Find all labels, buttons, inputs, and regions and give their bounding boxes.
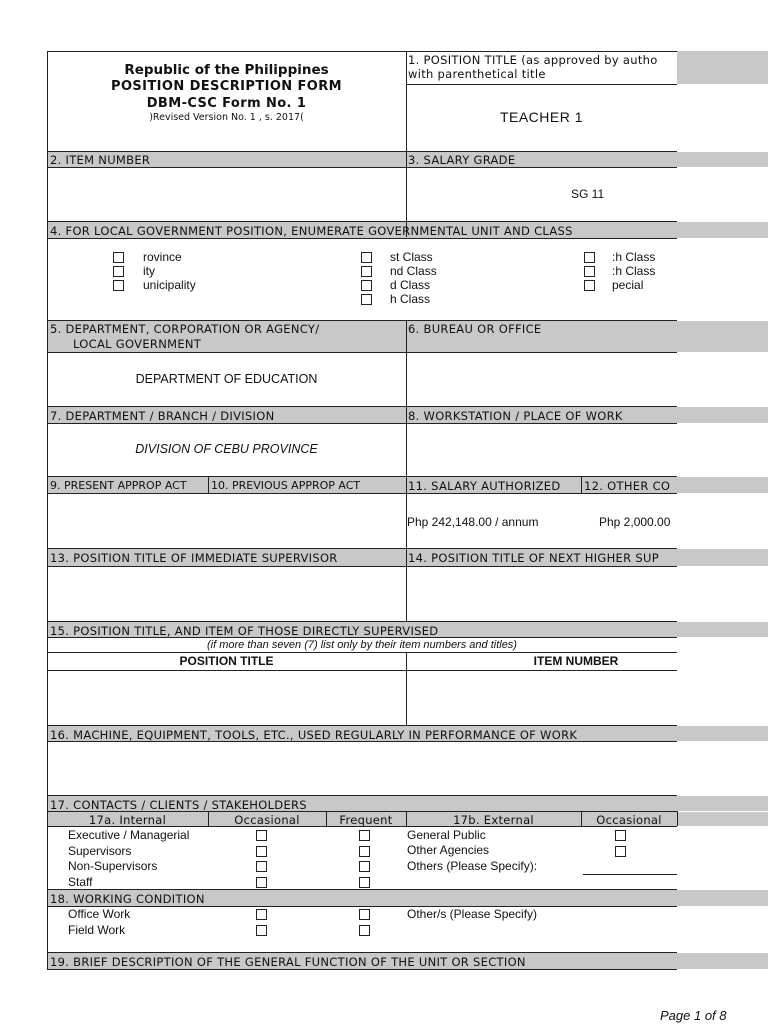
supervisors-label: Supervisors (68, 844, 132, 858)
department-sublabel: LOCAL GOVERNMENT (73, 337, 202, 351)
working-condition-label: 18. WORKING CONDITION (50, 892, 205, 906)
department-value[interactable]: DEPARTMENT OF EDUCATION (135, 372, 318, 386)
office-work-label: Office Work (68, 907, 131, 921)
second-class-checkbox[interactable] (361, 266, 372, 277)
first-class-label: st Class (390, 250, 433, 264)
non-supervisors-label: Non-Supervisors (68, 859, 158, 873)
occasional-external-header: Occasional (596, 813, 662, 827)
others-specify-label: Others (Please Specify): (407, 859, 538, 873)
office-work-frequent-checkbox[interactable] (359, 909, 370, 920)
frequent-header: Frequent (339, 813, 393, 827)
field-work-frequent-checkbox[interactable] (359, 925, 370, 936)
occasional-header: Occasional (234, 813, 300, 827)
contacts-label: 17. CONTACTS / CLIENTS / STAKEHOLDERS (50, 798, 307, 812)
internal-header: 17a. Internal (88, 813, 167, 827)
department-label: 5. DEPARTMENT, CORPORATION OR AGENCY/ (50, 322, 320, 336)
general-function-label: 19. BRIEF DESCRIPTION OF THE GENERAL FUNCTION OF THE UNIT OR SECTION (50, 955, 526, 969)
position-title-value[interactable]: TEACHER 1 (499, 109, 584, 125)
special-label: pecial (612, 278, 644, 292)
general-public-label: General Public (407, 828, 486, 842)
position-title-label: 1. POSITION TITLE (as approved by autho (408, 53, 658, 67)
next-higher-supervisor-label: 14. POSITION TITLE OF NEXT HIGHER SUP (408, 551, 659, 565)
non-supervisors-frequent-checkbox[interactable] (359, 861, 370, 872)
staff-frequent-checkbox[interactable] (359, 877, 370, 888)
province-label: rovince (143, 250, 182, 264)
header-form-number: DBM-CSC Form No. 1 (146, 96, 307, 111)
salary-authorized-value[interactable]: Php 242,148.00 / annum (407, 515, 539, 529)
position-title-col-header: POSITION TITLE (179, 654, 274, 668)
staff-occasional-checkbox[interactable] (256, 877, 267, 888)
office-work-occasional-checkbox[interactable] (256, 909, 267, 920)
page-number: Page 1 of 8 (660, 1008, 727, 1023)
fifth-class-checkbox[interactable] (584, 252, 595, 263)
other-agencies-label: Other Agencies (407, 843, 490, 857)
municipality-label: unicipality (143, 278, 196, 292)
second-class-label: nd Class (390, 264, 437, 278)
third-class-label: d Class (390, 278, 431, 292)
salary-grade-value[interactable]: SG 11 (571, 187, 605, 201)
other-comp-label: 12. OTHER CO (584, 479, 671, 493)
supervisors-frequent-checkbox[interactable] (359, 846, 370, 857)
general-public-checkbox[interactable] (615, 830, 626, 841)
province-checkbox[interactable] (113, 252, 124, 263)
item-number-label: 2. ITEM NUMBER (50, 153, 151, 167)
division-value[interactable]: DIVISION OF CEBU PROVINCE (135, 442, 318, 456)
workstation-label: 8. WORKSTATION / PLACE OF WORK (408, 409, 623, 423)
staff-label: Staff (68, 875, 93, 889)
lgu-class-label: 4. FOR LOCAL GOVERNMENT POSITION, ENUMERATE GOVERNMENTAL UNIT AND CLASS (50, 224, 573, 238)
salary-grade-label: 3. SALARY GRADE (408, 153, 516, 167)
third-class-checkbox[interactable] (361, 280, 372, 291)
sixth-class-checkbox[interactable] (584, 266, 595, 277)
others-specify-field[interactable] (583, 860, 677, 874)
city-checkbox[interactable] (113, 266, 124, 277)
equipment-label: 16. MACHINE, EQUIPMENT, TOOLS, ETC., USED REGULARLY IN PERFORMANCE OF WORK (50, 728, 578, 742)
other-comp-value[interactable]: Php 2,000.00 (599, 515, 671, 529)
other-condition-label: Other/s (Please Specify) (407, 907, 538, 921)
present-approp-label: 9. PRESENT APPROP ACT (50, 479, 187, 492)
executive-occasional-checkbox[interactable] (256, 830, 267, 841)
fourth-class-label: h Class (390, 292, 431, 306)
external-header: 17b. External (453, 813, 534, 827)
other-agencies-checkbox[interactable] (615, 846, 626, 857)
executive-label: Executive / Managerial (68, 828, 190, 842)
first-class-checkbox[interactable] (361, 252, 372, 263)
position-title-sublabel: with parenthetical title (408, 67, 546, 81)
fifth-class-label: :h Class (612, 250, 656, 264)
municipality-checkbox[interactable] (113, 280, 124, 291)
previous-approp-label: 10. PREVIOUS APPROP ACT (211, 479, 361, 492)
supervised-note: (if more than seven (7) list only by their item numbers and titles) (207, 639, 517, 651)
fourth-class-checkbox[interactable] (361, 294, 372, 305)
salary-authorized-label: 11. SALARY AUTHORIZED (408, 479, 561, 493)
header-revision: )Revised Version No. 1 , s. 2017( (149, 112, 304, 123)
title-band (677, 51, 768, 84)
supervised-label: 15. POSITION TITLE, AND ITEM OF THOSE DIRECTLY SUPERVISED (50, 624, 439, 638)
item-number-col-header: ITEM NUMBER (533, 654, 619, 668)
field-work-label: Field Work (68, 923, 126, 937)
header-form-name: POSITION DESCRIPTION FORM (111, 79, 342, 94)
division-label: 7. DEPARTMENT / BRANCH / DIVISION (50, 409, 275, 423)
bureau-label: 6. BUREAU OR OFFICE (408, 322, 542, 336)
executive-frequent-checkbox[interactable] (359, 830, 370, 841)
special-checkbox[interactable] (584, 280, 595, 291)
supervisors-occasional-checkbox[interactable] (256, 846, 267, 857)
header-republic: Republic of the Philippines (124, 62, 329, 78)
city-label: ity (143, 264, 155, 278)
sixth-class-label: :h Class (612, 264, 656, 278)
non-supervisors-occasional-checkbox[interactable] (256, 861, 267, 872)
immediate-supervisor-label: 13. POSITION TITLE OF IMMEDIATE SUPERVISOR (50, 551, 338, 565)
field-work-occasional-checkbox[interactable] (256, 925, 267, 936)
